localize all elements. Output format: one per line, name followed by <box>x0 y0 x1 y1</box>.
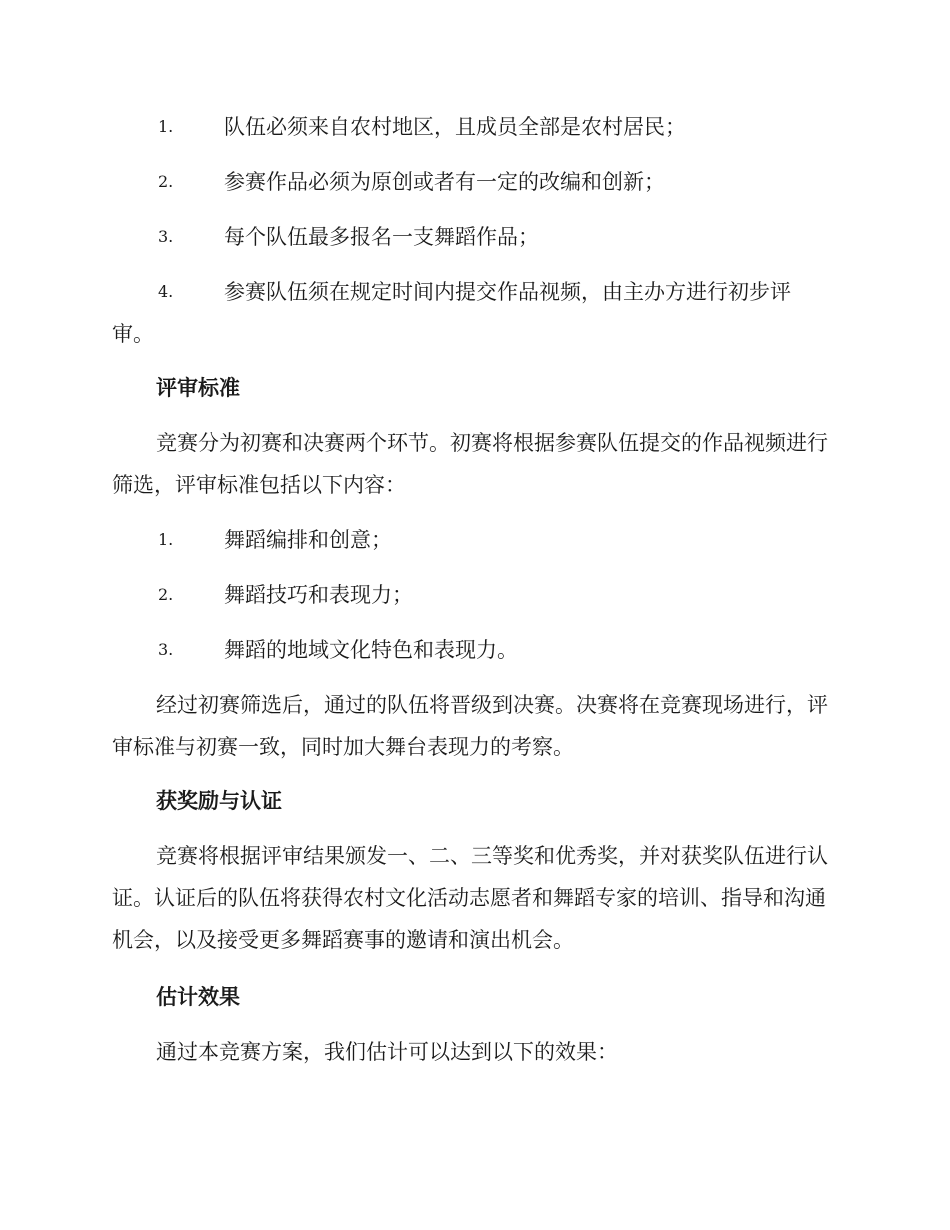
criteria-item-3 <box>112 629 832 671</box>
final-paragraph: 经过初赛筛选后，通过的队伍将晋级到决赛。决赛将在竞赛现场进行，评审标准与初赛一致，同时加大舞台表现力的考察。 <box>112 693 828 759</box>
awards-paragraph: 竞赛将根据评审结果颁发一、二、三等奖和优秀奖，并对获奖队伍进行认证。认证后的队伍将获得农村文化活动志愿者和舞蹈专家的培训、指导和沟通机会，以及接受更多舞蹈赛事的邀请和演出机会。 <box>112 844 828 952</box>
requirement-item-2 <box>112 161 832 203</box>
list-number: 3. <box>158 227 174 246</box>
list-number: 2. <box>158 585 174 604</box>
list-number: 3. <box>158 640 174 659</box>
list-text: 参赛作品必须为原创或者有一定的改编和创新； <box>224 170 665 194</box>
list-text: 舞蹈编排和创意； <box>224 528 392 552</box>
review-heading: 评审标准 <box>156 376 240 400</box>
list-text: 舞蹈技巧和表现力； <box>224 583 413 607</box>
criteria-item-1 <box>112 519 832 561</box>
list-number: 1. <box>158 530 174 549</box>
list-text: 参赛队伍须在规定时间内提交作品视频，由主办方进行初步评审。 <box>112 280 791 346</box>
criteria-item-2 <box>112 574 832 616</box>
list-text: 每个队伍最多报名一支舞蹈作品； <box>224 225 539 249</box>
awards-heading: 获奖励与认证 <box>156 789 282 813</box>
requirement-item-4 <box>112 271 832 355</box>
list-text: 队伍必须来自农村地区，且成员全部是农村居民； <box>224 115 686 139</box>
list-number: 2. <box>158 172 174 191</box>
effects-heading: 估计效果 <box>156 985 240 1009</box>
list-text: 舞蹈的地域文化特色和表现力。 <box>224 638 518 662</box>
review-intro-paragraph: 竞赛分为初赛和决赛两个环节。初赛将根据参赛队伍提交的作品视频进行筛选，评审标准包括以下内容： <box>112 431 828 497</box>
list-number: 1. <box>158 117 174 136</box>
requirement-item-3 <box>112 216 832 258</box>
list-number: 4. <box>158 282 174 301</box>
requirement-item-1 <box>112 106 832 148</box>
effects-paragraph: 通过本竞赛方案，我们估计可以达到以下的效果： <box>156 1040 618 1064</box>
